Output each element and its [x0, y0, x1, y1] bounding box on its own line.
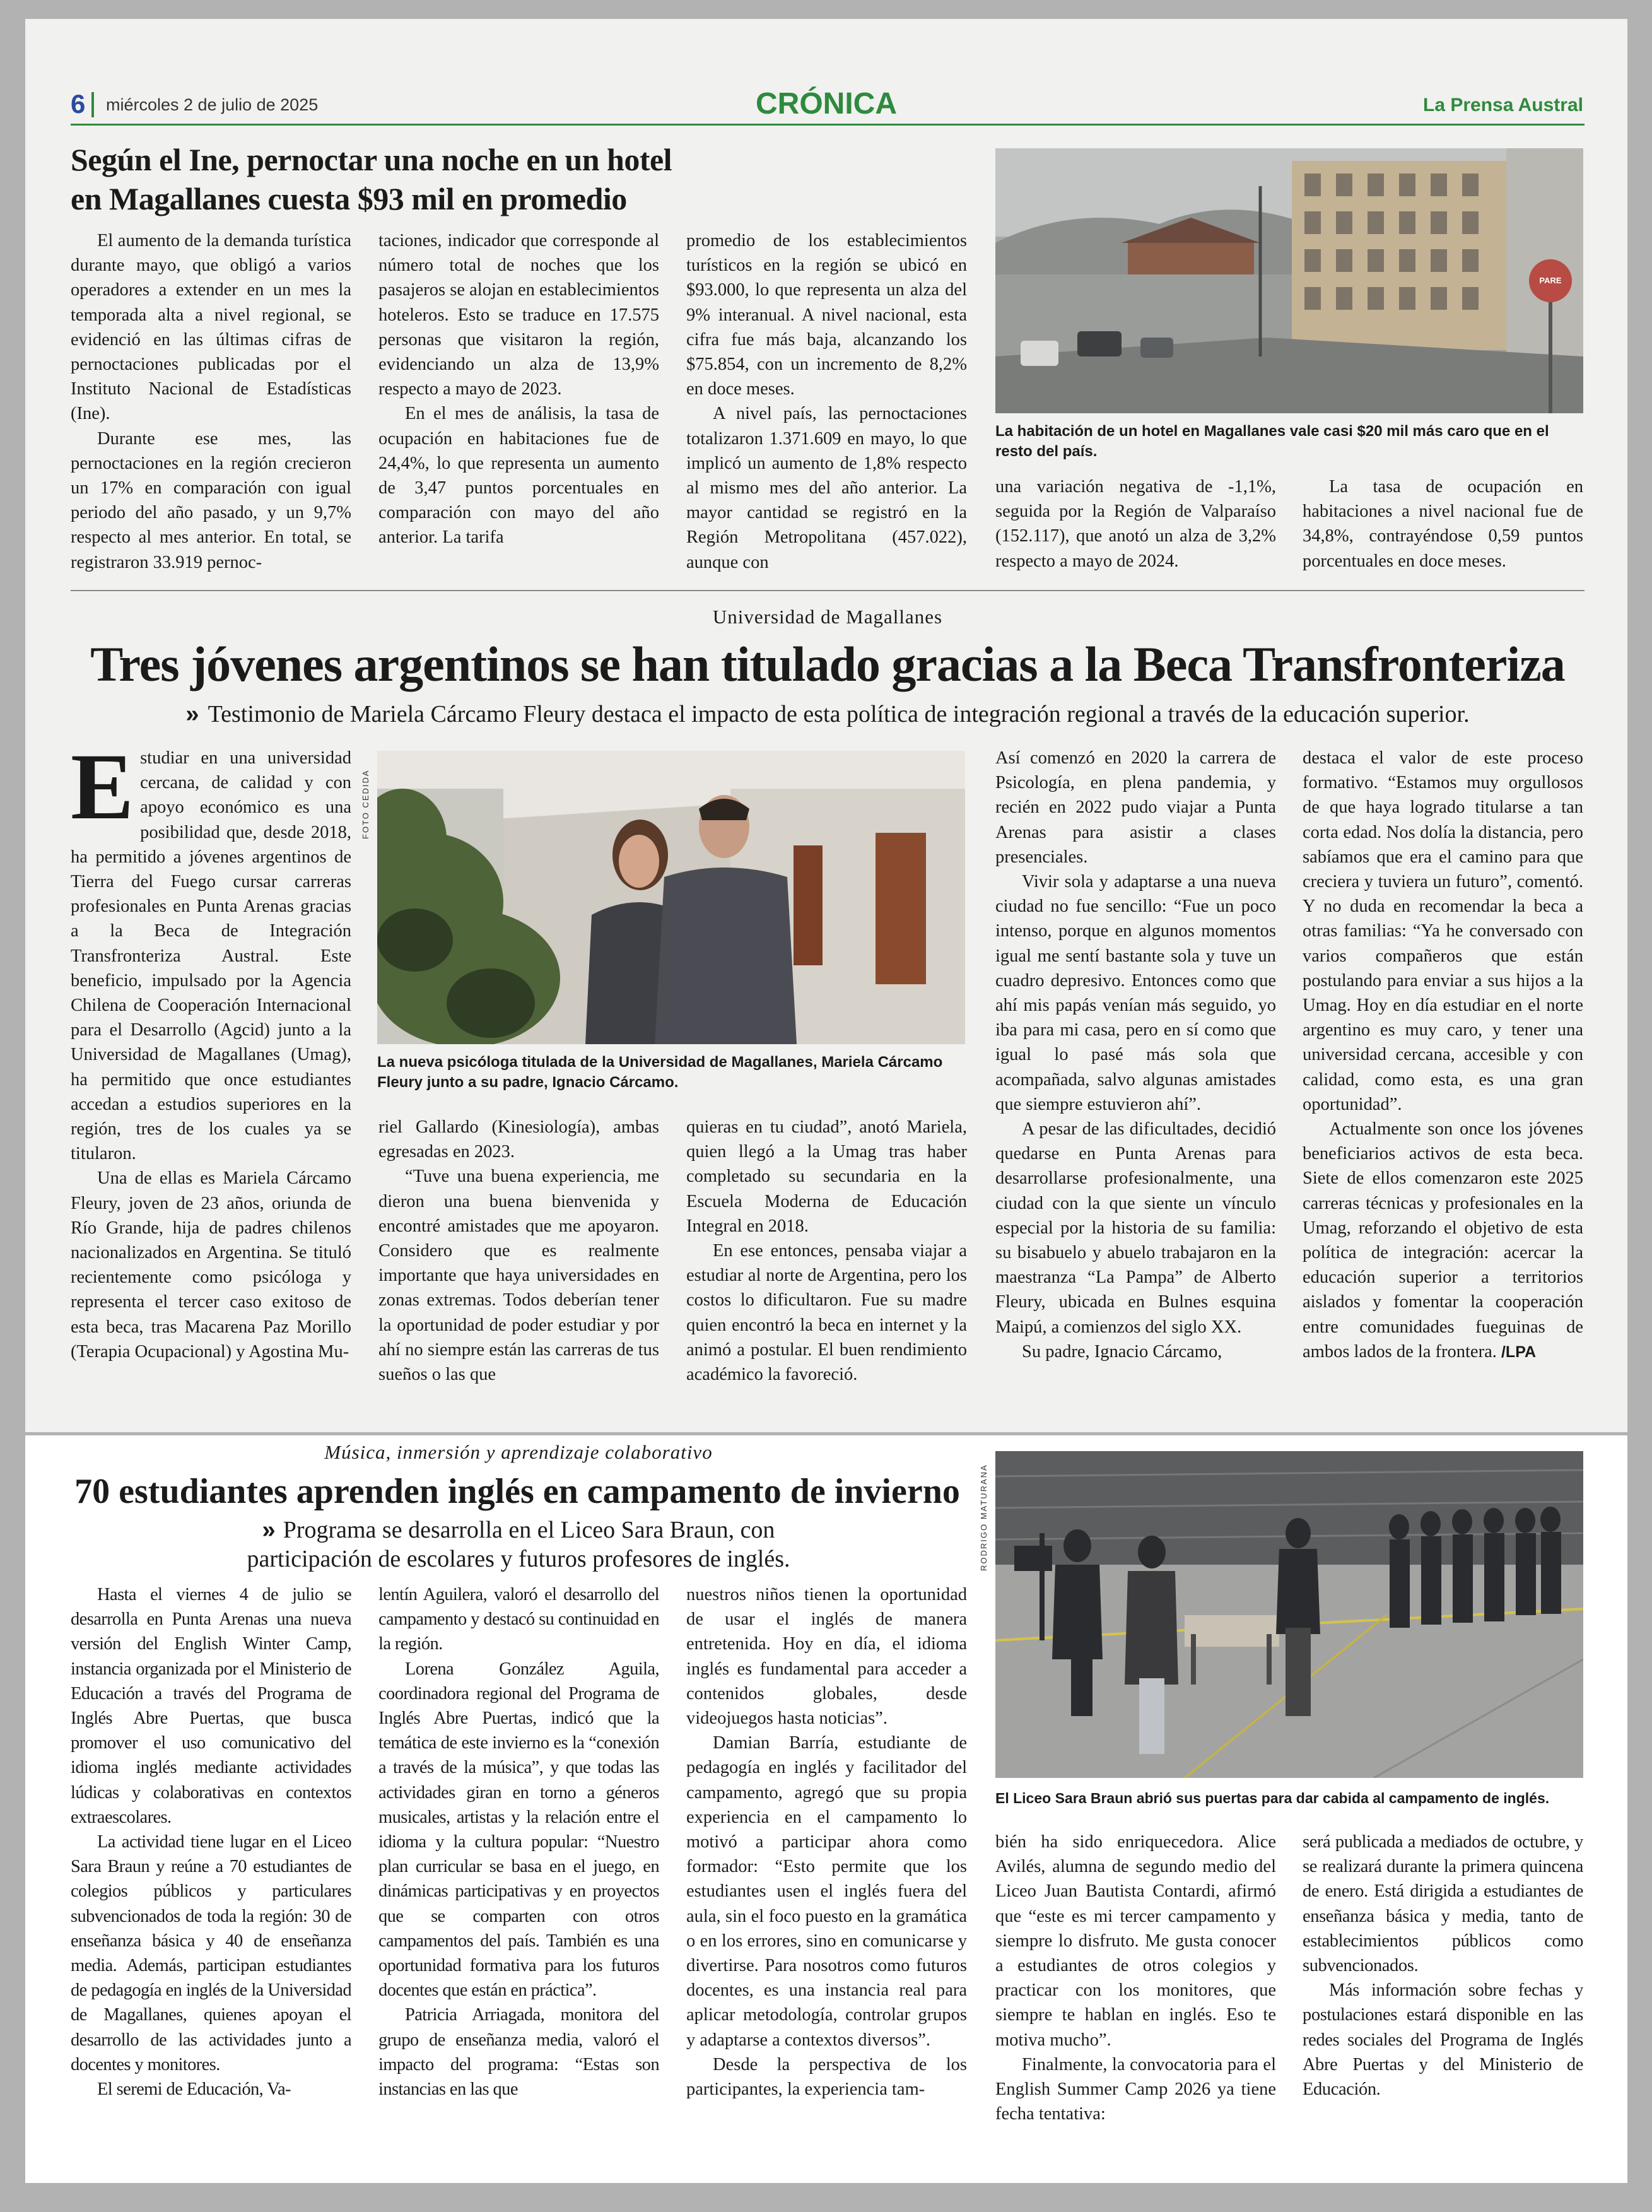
section-title: CRÓNICA	[756, 87, 897, 121]
article3-col3	[686, 1582, 967, 2131]
paragraph: Más información sobre fechas y postulaciones estará disponible en las redes sociales del Programa de Inglés Abre Puertas y del Ministerio de Educación.	[1303, 1980, 1583, 2100]
article1-col3	[686, 228, 967, 572]
page-date: miércoles 2 de julio de 2025	[106, 95, 319, 114]
hotel-photo-caption: La habitación de un hotel en Magallanes vale casi $20 mil más caro que en el resto del país.	[995, 423, 1549, 460]
paragraph: nuestros niños tienen la oportunidad de usar el inglés de manera entretenida. Hoy en día, el idioma inglés es fundamental para acceder a contenidos globales, desde videojuegos hasta noticias”.	[686, 1585, 967, 1729]
graduate-photo-image	[377, 751, 965, 1044]
publication-name: La Prensa Austral	[1423, 95, 1583, 115]
article3-col2	[378, 1582, 659, 2131]
article3-photo-credit: RODRIGO MATURANA	[979, 1464, 988, 1571]
paragraph: será publicada a mediados de octubre, y se realizará durante la primera quincena de enero. Está dirigida a estudiantes de enseñanza básica y media, tanto de establecimientos públicos como subvencionados.	[1303, 1832, 1583, 1976]
camp-photo-image	[995, 1451, 1583, 1778]
paragraph: Patricia Arriagada, monitora del grupo de enseñanza media, valoró el impacto del programa: “Estas son instancias en las que	[378, 2005, 659, 2100]
article1-title-line2: en Magallanes cuesta $93 mil en promedio	[71, 181, 627, 216]
paragraph: Su padre, Ignacio Cárcamo,	[1022, 1341, 1222, 1362]
paragraph: El seremi de Educación, Va-	[97, 2080, 291, 2100]
article3-title: 70 estudiantes aprenden inglés en campamento de invierno	[74, 1472, 960, 1511]
paragraph: Finalmente, la convocatoria para el English Summer Camp 2026 ya tiene fecha tentativa:	[995, 2054, 1276, 2124]
paragraph: Durante ese mes, las pernoctaciones en la región crecieron un 17% en comparación con igual periodo del año pasado, y un 9,7% respecto al mes anterior. En total, se registraron 33.919 pernoc-	[71, 428, 351, 572]
article2-subtitle-text: Testimonio de Mariela Cárcamo Fleury destaca el impacto de esta política de integración regional a través de la educación superior.	[208, 701, 1470, 727]
paragraph: riel Gallardo (Kinesiología), ambas egresadas en 2023.	[378, 1117, 659, 1162]
paragraph: A pesar de las dificultades, decidió quedarse en Punta Arenas para desarrollarse profesionalmente, una ciudad con la que siente un vínculo especial por la historia de su familia: su bisabuelo y abuelo trabajaron en la maestranza “La Pampa” de Alberto Fleury, ubicada en Bulnes esquina Maipú, a comienzos del siglo XX.	[995, 1119, 1276, 1337]
header-rule	[71, 124, 1585, 126]
article2-col3	[686, 1115, 967, 1424]
article3-subtitle-line1	[71, 1515, 966, 1544]
paragraph: Una de ellas es Mariela Cárcamo Fleury, joven de 23 años, oriunda de Río Grande, hija de padres chilenos nacionalizados en Argentina. Se tituló recientemente como psicóloga y representa el tercer caso exitoso de esta beca, tras Macarena Paz Morillo (Terapia Ocupacional) y Agostina Mu-	[71, 1168, 351, 1362]
article1-title-line1: Según el Ine, pernoctar una noche en un hotel	[71, 142, 672, 177]
graduate-photo	[377, 751, 965, 1044]
paragraph: La tasa de ocupación en habitaciones a nivel nacional fue de 34,8%, contrayéndose 0,59 puntos porcentuales en doce meses.	[1303, 477, 1583, 571]
article2-signoff: /LPA	[1501, 1343, 1537, 1361]
article3-subtitle-line1-text: Programa se desarrolla en el Liceo Sara Braun, con	[283, 1517, 775, 1543]
hotel-street-photo-image	[995, 148, 1583, 413]
paragraph: quieras en tu ciudad”, anotó Mariela, quien llegó a la Umag tras haber completado su secundaria en la Escuela Moderna de Educación Integral en 2018.	[686, 1117, 967, 1236]
paragraph: Damian Barría, estudiante de pedagogía en inglés y facilitador del campamento, agregó que su propia experiencia en el campamento lo motivó a participar ahora como formador: “Esto permite que los estudiantes usen el inglés fuera del aula, sin el foco puesto en la gramática o en los errores, sino en comunicarse y divertirse. Para nosotros como futuros docentes, es una instancia real para aplicar metodología, controlar grupos y adaptarse a contextos diversos”.	[686, 1733, 967, 2050]
camp-photo-caption: El Liceo Sara Braun abrió sus puertas para dar cabida al campamento de inglés.	[995, 1790, 1550, 1806]
paragraph: La actividad tiene lugar en el Liceo Sara Braun y reúne a 70 estudiantes de colegios públicos y particulares subvencionados de toda la región: 30 de enseñanza básica y 40 de enseñanza media. Además, participan estudiantes de pedagogía en inglés de la Universidad de Magallanes, quienes apoyan el desarrollo de las actividades junto a docentes y monitores.	[71, 1832, 351, 2074]
paragraph	[71, 746, 351, 1166]
paragraph: taciones, indicador que corresponde al número total de noches que los pasajeros se alojan en establecimientos hoteleros. Esto se traduce en 17.575 personas que visitaron la región, evidenciando un alza de 13,9% respecto a mayo de 2023.	[378, 231, 659, 399]
article2-col2	[378, 1115, 659, 1424]
paragraph: El aumento de la demanda turística durante mayo, que obligó a varios operadores a extender en un mes la temporada alta a nivel regional, se evidenció en las últimas cifras de pernoctaciones publicadas por el Instituto Nacional de Estadísticas (Ine).	[71, 231, 351, 424]
article2-col4	[995, 746, 1276, 1424]
article2-photo-credit: FOTO CEDIDA	[361, 769, 370, 839]
article1-col1	[71, 228, 351, 572]
paragraph: Desde la perspectiva de los participantes, la experiencia tam-	[686, 2054, 967, 2100]
stop-sign-text: PARE	[1539, 276, 1562, 285]
article3-col5	[1303, 1830, 1583, 2131]
article2-subtitle	[71, 699, 1585, 729]
paragraph-text: studiar en una universidad cercana, de calidad y con apoyo económico es una posibilidad que, desde 2018, ha permitido a jóvenes argentinos de Tierra del Fuego cursar carreras profesionales en Punta Arenas gracias a la Beca de Integración Transfronteriza Austral. Este beneficio, impulsado por la Agencia Chilena de Cooperación Internacional para el Desarrollo (Agcid) junto a la Universidad de Magallanes (Umag), ha permitido que once estudiantes accedan a estudios superiores en la región, tres de los cuales ya se titularon.	[71, 748, 351, 1164]
article3-col4	[995, 1830, 1276, 2131]
paragraph: Así comenzó en 2020 la carrera de Psicología, en plena pandemia, y recién en 2022 pudo viajar a Punta Arenas para asistir a clases presenciales.	[995, 748, 1276, 867]
dropcap-letter: E	[71, 746, 134, 839]
paragraph: En el mes de análisis, la tasa de ocupación en habitaciones fue de 24,4%, lo que representa un aumento de 3,47 puntos porcentuales en comparación con mayo del año anterior. La tarifa	[378, 404, 659, 548]
article1-title	[71, 140, 998, 218]
article1-col2	[378, 228, 659, 572]
article2-kicker: Universidad de Magallanes	[712, 606, 943, 628]
paragraph: lentín Aguilera, valoró el desarrollo del campamento y destacó su continuidad en la región.	[378, 1585, 659, 1654]
article3-col1	[71, 1582, 351, 2131]
subtitle-arrow-icon: »	[185, 701, 199, 727]
paragraph: destaca el valor de este proceso formativo. “Estamos muy orgullosos de que haya logrado titularse a tan corta edad. Nos dolía la distancia, pero sabíamos que era el camino para que creciera y tuviera un futuro”, comentó. Y no duda en recomendar la beca a otras familias: “Ya he conversado con varios compañeros que están postulando para enviar a sus hijos a la Umag. Hoy en día estudiar en el norte argentino es muy caro, y tener una universidad cercana, accesible y con calidad, como esta, es una gran oportunidad”.	[1303, 748, 1583, 1114]
page-number-divider	[91, 92, 94, 117]
article2-col1	[71, 746, 351, 1424]
paragraph: una variación negativa de -1,1%, seguida por la Región de Valparaíso (152.117), que anotó un alza de 3,2% respecto a mayo de 2024.	[995, 477, 1276, 571]
camp-photo	[995, 1451, 1583, 1778]
article2-title: Tres jóvenes argentinos se han titulado gracias a la Beca Transfronteriza	[90, 637, 1565, 691]
article1-col4	[995, 474, 1276, 575]
paragraph: Lorena González Aguila, coordinadora regional del Programa de Inglés Abre Puertas, indicó que la temática de este invierno es la “conexión a través de la música”, y que todas las actividades giran en torno a géneros musicales, artistas y la relación entre el idioma y la cultura popular: “Nuestro plan curricular se basa en el juego, en dinámicas participativas y en proyectos que se comparten con otros campamentos del país. También es una oportunidad formativa para los futuros docentes que están en práctica”.	[378, 1659, 659, 2001]
article3-subtitle	[71, 1515, 966, 1574]
paragraph: promedio de los establecimientos turísticos en la región se ubicó en $93.000, lo que representa un alza del 9% interanual. A nivel nacional, esta cifra fue más baja, alcanzando los $75.854, con un incremento de 8,2% en doce meses.	[686, 231, 967, 399]
paragraph: Vivir sola y adaptarse a una nueva ciudad no fue sencillo: “Fue un poco intenso, porque en algunos momentos igual me sentí bastante sola y tuve un cuadro depresivo. Entonces como que ahí mis papás venían más seguido, yo iba para mi casa, pero en sí como que igual lo pasé más sola que acompañada, salvo algunas amistades que siempre estuvieron ahí”.	[995, 872, 1276, 1114]
article3-subtitle-line2: participación de escolares y futuros profesores de inglés.	[247, 1546, 790, 1572]
paragraph-text: Actualmente son once los jóvenes beneficiarios activos de esta beca. Siete de ellos comenzaron este 2025 carreras técnicas y profesionales en la Umag, reforzando el objetivo de esta política de integración: acercar la educación superior a territorios aislados y fomentar la cooperación entre comunidades fueguinas de ambos lados de la frontera.	[1303, 1119, 1583, 1362]
paragraph: A nivel país, las pernoctaciones totalizaron 1.371.609 en mayo, lo que implicó un aumento de 1,8% respecto al mismo mes del año anterior. La mayor cantidad se registró en la Región Metropolitana (457.022), aunque con	[686, 404, 967, 572]
article3-kicker: Música, inmersión y aprendizaje colaborativo	[324, 1441, 713, 1463]
paragraph: Hasta el viernes 4 de julio se desarrolla en Punta Arenas una nueva versión del English Winter Camp, instancia organizada por el Ministerio de Educación a través del Programa de Inglés Abre Puertas, que busca promover el uso comunicativo del idioma inglés mediante actividades lúdicas y colaborativas en contextos extraescolares.	[71, 1585, 351, 1827]
paragraph: En ese entonces, pensaba viajar a estudiar al norte de Argentina, pero los costos lo dificultaron. Fue su madre quien encontró la beca en internet y la animó a postular. El buen rendimiento académico la favoreció.	[686, 1241, 967, 1385]
page-number: 6	[71, 89, 86, 119]
subtitle-arrow-icon: »	[262, 1517, 276, 1543]
paragraph: bién ha sido enriquecedora. Alice Avilés, alumna de segundo medio del Liceo Juan Bautista Contardi, afirmó que “este es mi tercer campamento y siempre lo disfruto. Me gusta conocer a estudiantes de otros colegios y practicar con los monitores, que siempre te hablan en inglés. Eso te motiva mucho”.	[995, 1832, 1276, 2050]
hotel-street-photo	[995, 148, 1583, 413]
paragraph	[1303, 1117, 1583, 1365]
article-divider	[71, 590, 1585, 591]
article2-col5	[1303, 746, 1583, 1424]
article1-col5	[1303, 474, 1583, 575]
graduate-photo-caption: La nueva psicóloga titulada de la Universidad de Magallanes, Mariela Cárcamo Fleury junto a su padre, Ignacio Cárcamo.	[377, 1054, 943, 1091]
paragraph: “Tuve una buena experiencia, me dieron una buena bienvenida y encontré amistades que me apoyaron. Considero que es realmente importante que haya universidades en zonas extremas. Todos deberían tener la oportunidad de poder estudiar y por ahí no siempre están las carreras de tus sueños o las que	[378, 1167, 659, 1385]
